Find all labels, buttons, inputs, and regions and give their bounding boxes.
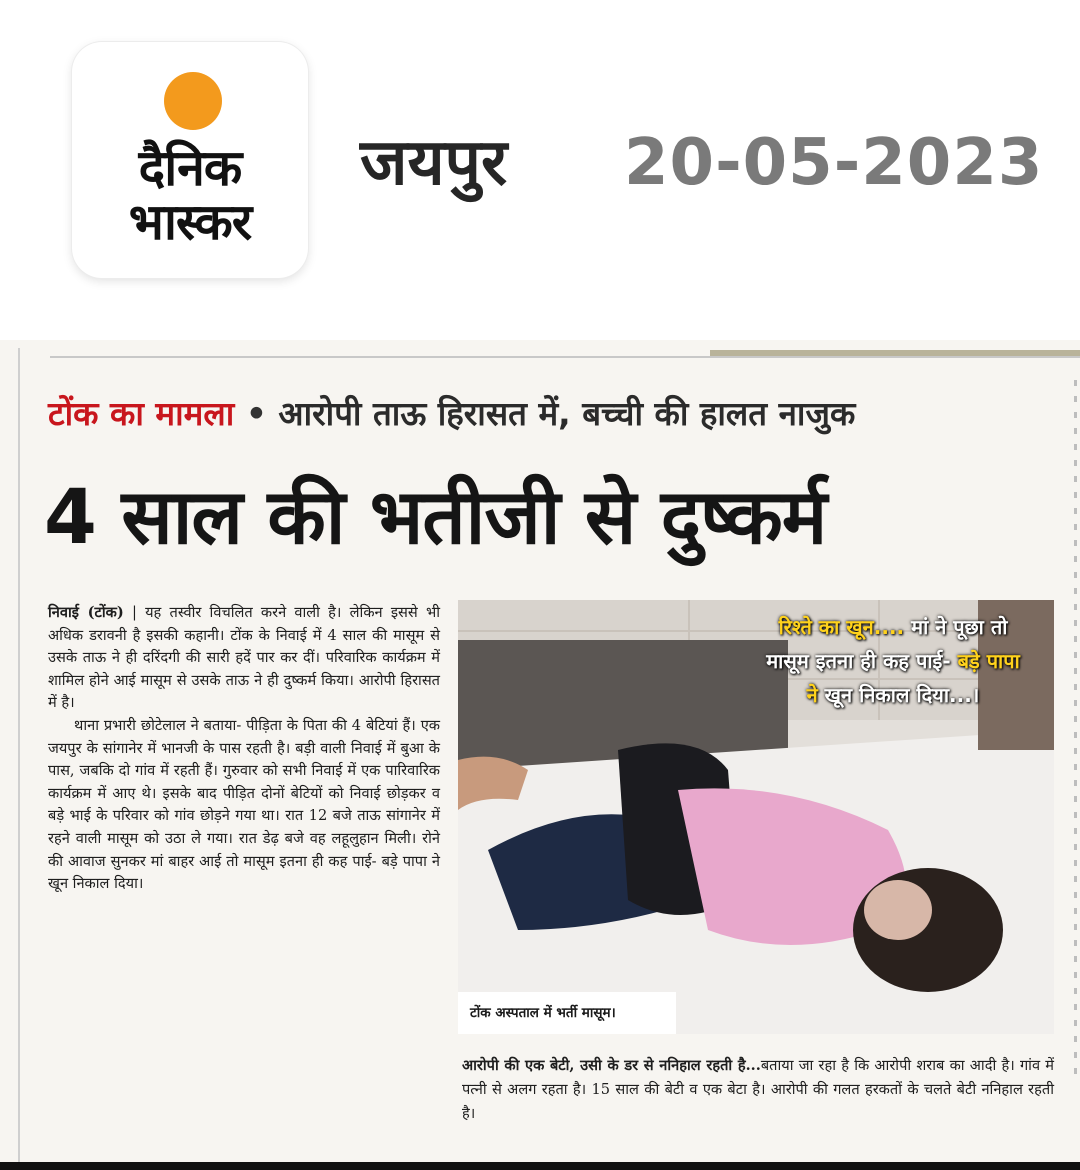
sidebar-head: आरोपी की एक बेटी, उसी के डर से ननिहाल रहती है... (462, 1057, 761, 1074)
callout-end: खून निकाल दिया...। (824, 683, 980, 707)
sidebar-text: बताया जा रहा है कि आरोपी शराब का आदी है। गांव में पत्नी से अलग रहता है। 15 साल की बेटी व एक बेटा है। आरोपी की गलत हरकतों के चलते बेटी ननिहाल रहती है। (462, 1057, 1054, 1122)
kicker-tag: टोंक का मामला (48, 394, 235, 433)
column-rule-left (18, 348, 20, 1170)
column-rule-top (50, 356, 1080, 358)
column-rule-right (1074, 380, 1077, 1080)
sidebar-note (462, 1054, 1054, 1126)
logo-text-line1: दैनिक (138, 138, 242, 197)
edition-date: 20-05-2023 (624, 126, 1044, 200)
kicker-separator: • (245, 394, 267, 433)
photo-callout (758, 610, 1028, 712)
logo-text-line2: भास्कर (128, 192, 252, 251)
kicker-line (48, 392, 855, 436)
headline: 4 साल की भतीजी से दुष्कर्म (44, 472, 827, 561)
callout-highlight-1: रिश्ते का खून.... (778, 615, 905, 639)
paragraph-1: निवाई (टोंक) | यह तस्वीर विचलित करने वाली है। लेकिन इससे भी अधिक डरावनी है इसकी कहानी। टोंक के निवाई में 4 साल की मासूम से उसके ताऊ ने ही दरिंदगी की सारी हदें पार कर दीं। परिवारिक कार्यक्रम में शामिल होने आई मासूम से उसके ताऊ ने ही दुष्कर्म किया। आरोपी हिरासत में है। (48, 604, 440, 712)
kicker-text: आरोपी ताऊ हिरासत में, बच्ची की हालत नाजुक (278, 394, 856, 433)
article-body (48, 602, 440, 896)
callout-highlight-2: बड़े पापा ने (806, 649, 1020, 707)
dateline: निवाई (टोंक) (48, 604, 124, 621)
sun-icon (164, 72, 222, 130)
callout-text: मां ने पूछा तो मासूम इतना ही कह पाई- (766, 615, 1008, 673)
news-photo (458, 600, 1054, 1034)
edition-city: जयपुर (360, 126, 508, 200)
photo-caption: टोंक अस्पताल में भर्ती मासूम। (458, 992, 676, 1034)
page-header (0, 0, 1080, 330)
dainik-bhaskar-logo (72, 42, 308, 278)
paragraph-1-text: यह तस्वीर विचलित करने वाली है। लेकिन इससे भी अधिक डरावनी है इसकी कहानी। टोंक के निवाई में 4 साल की मासूम से उसके ताऊ ने ही दरिंदगी की सारी हदें पार कर दीं। परिवारिक कार्यक्रम में शामिल होने आई मासूम से उसके ताऊ ने ही दुष्कर्म किया। आरोपी हिरासत में है। (48, 604, 440, 712)
paragraph-2: थाना प्रभारी छोटेलाल ने बताया- पीड़िता के पिता की 4 बेटियां हैं। एक जयपुर के सांगानेर में भानजी के पास रहती है। बड़ी वाली निवाई में बुआ के पास, जबकि दो गांव में रहती हैं। गुरुवार को सभी निवाई में एक पारिवारिक कार्यक्रम में आए थे। इसके बाद पीड़ित दोनों बेटियों को निवाई छोड़कर व बड़े भाई के परिवार को गांव छोड़ने गया था। रात 12 बजे ताऊ सांगानेर में रहने वाली मासूम को उठा ले गया। रात डेढ़ बजे वह लहूलुहान मिली। रोने की आवाज सुनकर मां बाहर आई तो मासूम इतना ही कह पाई- बड़े पापा ने खून निकाल दिया। (48, 716, 440, 893)
newspaper-clipping (0, 340, 1080, 1170)
bottom-bar (0, 1162, 1080, 1170)
